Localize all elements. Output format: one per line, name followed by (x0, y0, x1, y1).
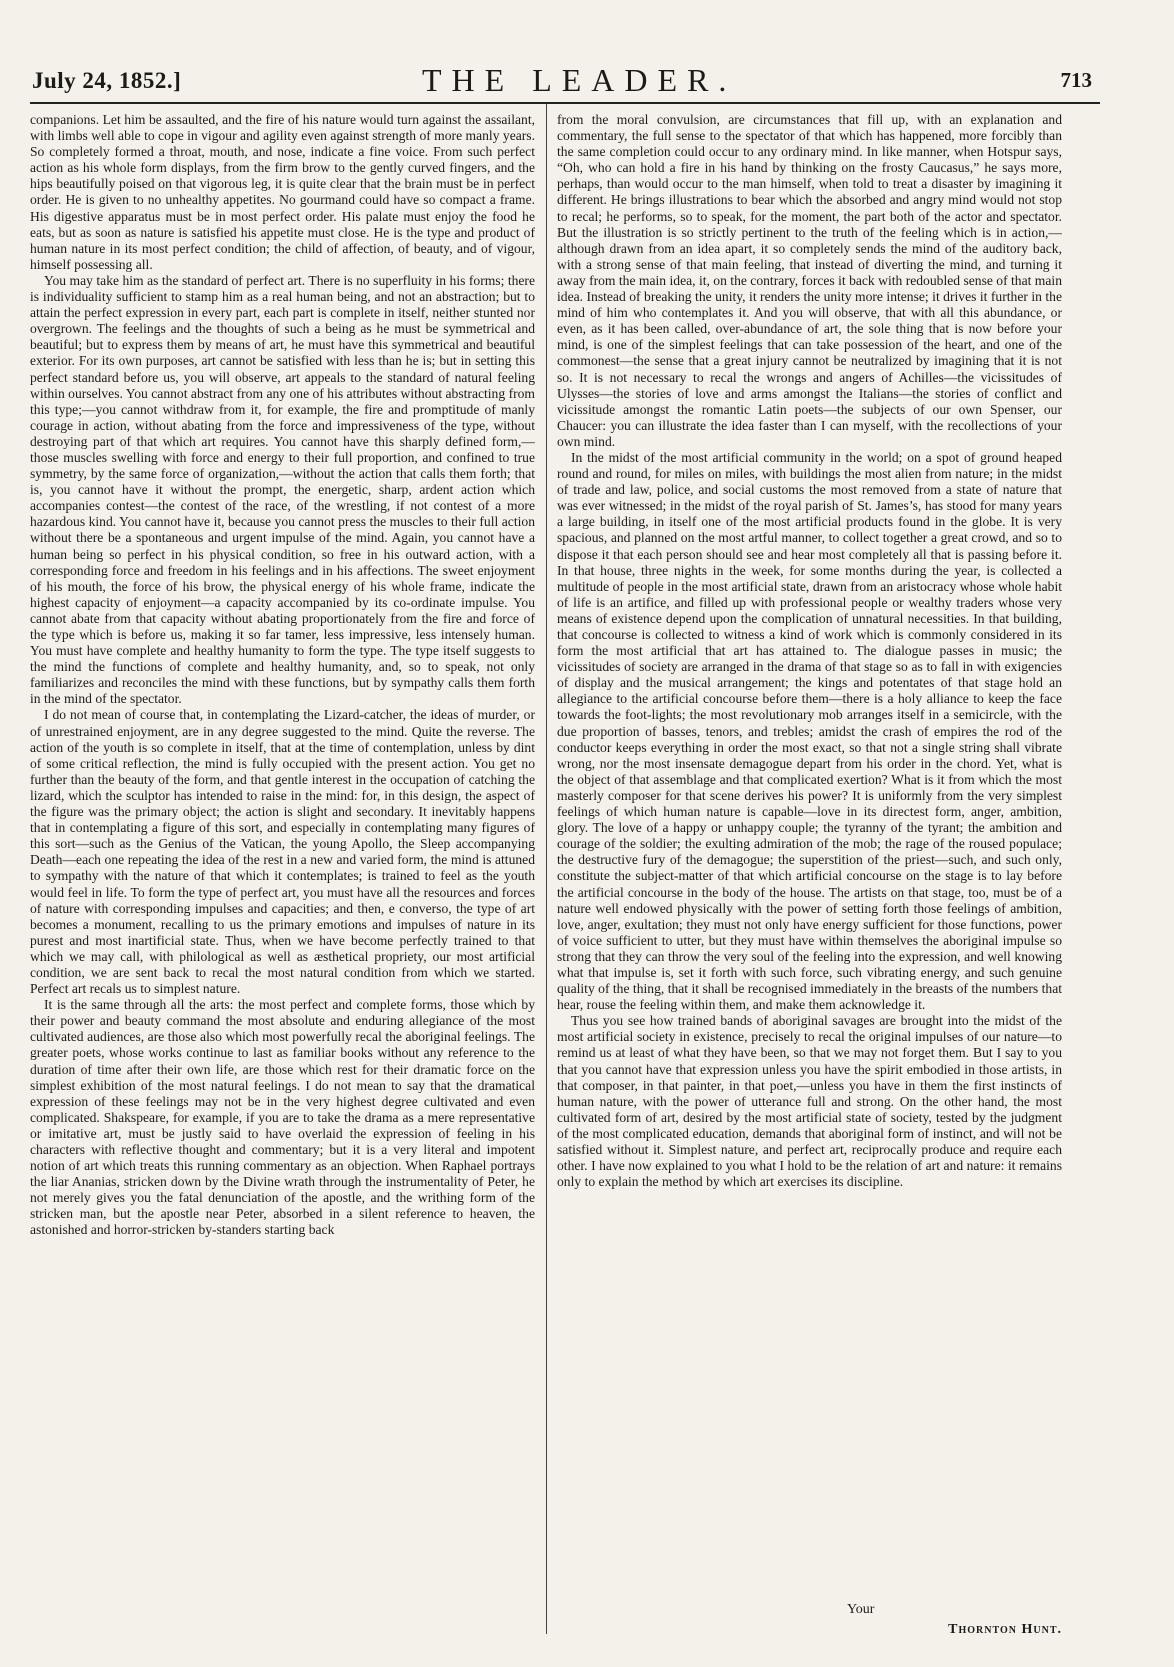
page-number: 713 (1060, 68, 1092, 92)
header-rule (30, 102, 1100, 104)
newspaper-title: THE LEADER. (422, 62, 737, 98)
paragraph: from the moral convulsion, are circumstances that fill up, with an explanation and commentary, the full sense to the spectator of that which has happened, more forcibly than the same completion could occur to any ordinary mind. In like manner, when Hotspur says, “Oh, who can hold a fire in his hand by thinking on the frosty Caucasus,” he says more, perhaps, than would occur to the man himself, when told to treat a disaster by imagining it different. He brings illustrations to bear which the absorbed and angry mind would not stop to recal; he performs, so to speak, for the moment, the part both of the actor and spectator. But the illustration is so strictly pertinent to the truth of the feeling which is in action,—although drawn from an idea apart, it so completely sends the mind of the auditory back, with a strong sense of that main feeling, that instead of diverting the mind, and turning it away from the main idea, it, on the contrary, forces it back with redoubled sense of that main idea. Instead of breaking the unity, it renders the unity more intense; it drives it further in the mind of him who contemplates it. And you will observe, that with all this abundance, or even, as it has been called, over-abundance of art, the sole thing that is now before your mind, is one of the simplest feelings that can take possession of the heart, and one of the commonest—the sense that a great injury cannot be neutralized by imagining that it is not so. It is not necessary to recal the wrongs and angers of Achilles—the vicissitudes of Ulysses—the stories of love and arms amongst the Italians—the stories of conflict and vicissitude amongst the romantic Latin poets—the subjects of our own Spenser, our Chaucer: you can illustrate the idea faster than I can myself, with the recollections of your own mind. (557, 112, 1062, 449)
column-divider (546, 104, 547, 1634)
left-column (30, 112, 535, 1602)
paragraph: It is the same through all the arts: the most perfect and complete forms, those which by their power and beauty command the most absolute and enduring allegiance of the most cultivated audiences, are those also which most powerfully recal the aboriginal feelings. The greater poets, whose works continue to last as familiar books without any reference to the duration of time after their own life, are those which rest for their dramatic force on the simplest exhibition of the most natural feelings. I do not mean to say that the dramatical expression of these feelings may not be in the very highest degree cultivated and even complicated. Shakspeare, for example, if you are to take the drama as a mere representative or imitative art, must be justly said to have overlaid the expression of feeling in his characters with reflective thought and commentary; but it is a very literal and impotent notion of art which treats this running commentary as an objection. When Raphael portrays the liar Ananias, stricken down by the Divine wrath through the instrumentality of Peter, he not merely gives you the fatal denunciation of the apostle, and the writhing form of the stricken man, but the apostle near Peter, absorbed in a silent reference to heaven, the astonished and horror-stricken by-standers starting back (30, 997, 535, 1238)
paragraph: In the midst of the most artificial community in the world; on a spot of ground heaped round and round, for miles on miles, with buildings the most alien from nature; in the midst of trade and law, police, and social customs the most removed from a state of nature that was ever witnessed; in the midst of the royal parish of St. James’s, has stood for many years a large building, in itself one of the most artificial products found in the globe. It is very spacious, and planned on the most artful manner, to collect together a great crowd, and so to dispose it that each person should see and hear most completely all that is passing before it. In that house, three nights in the week, for some months during the year, is collected a multitude of people in the most artificial state, drawn from an aristocracy whose whole habit of life is an artifice, and filled up with professional people or wealthy traders whose very means of existence depend upon the complication of unnatural necessities. In that building, that concourse is collected to witness a kind of work which is commonly considered in its form the most artificial that art has attained to. The dialogue passes in music; the vicissitudes of society are arranged in the drama of that stage so as to fall in with exigencies of display and the musical arrangement; the kings and potentates of that stage hold an allegiance to the artificial concourse before them—there is a holy alliance to keep the face towards the foot-lights; the most revolutionary mob arranges itself in a semicircle, with the due proportion of basses, tenors, and trebles; amidst the crash of empires the rod of the conductor keeps everything in order the most exact, so that not a single string shall vibrate wrong, nor the most insensate demagogue depart from his order in the chord. Yet, what is the object of that assemblage and that complicated exertion? What is it from which the most masterly composer for that scene derives his power? It is uniformly from the very simplest feelings of which human nature is capable—love in its directest form, anger, ambition, glory. The love of a happy or unhappy couple; the tyranny of the tyrant; the ambition and courage of the soldier; the exulting admiration of the mob; the rage of the roused populace; the destructive fury of the demagogue; the superstition of the priest—such, and such only, constitute the subject-matter of that which artificial concourse on the stage is to lay before the artificial concourse in the body of the house. The artists on that stage, too, must be of a nature well endowed physically with the power of setting forth those feelings of ambition, love, anger, exultation; they must not only have energy sufficient for those functions, power of voice sufficient to utter, but they must have within themselves the aboriginal impulse so strong that they can throw the very soul of the feeling into the expression, and well knowing what that impulse is, set it forth with such force, such vibrating energy, and such genuine quality of the thing, that it shall be recognised immediately in the breasts of the numbers that hear, rouse the feeling within them, and make them acknowledge it. (557, 449, 1062, 1013)
signoff (557, 1602, 1062, 1662)
paragraph: I do not mean of course that, in contemplating the Lizard-catcher, the ideas of murder, or of unrestrained enjoyment, are in any degree suggested to the mind. Quite the reverse. The action of the youth is so complete in itself, that at the time of contemplation, unless by dint of some critical reflection, the mind is fully occupied with the present action. You get no further than the beauty of the form, and that gentle interest in the occupation of catching the lizard, which the sculptor has intended to raise in the mind: for, in this design, the aspect of the figure was the primary object; the action is slight and secondary. It inevitably happens that in contemplating a figure of this sort, and especially in contemplating many figures of this sort—such as the Genius of the Vatican, the young Apollo, the Sleep accompanying Death—each one repeating the idea of the rest in a new and varied form, the mind is attuned to sympathy with the nature of that which it contemplates; is trained to feel as the youth would feel in life. To form the type of perfect art, you must have all the resources and forces of nature with corresponding impulses and capacities; and then, e converso, the type of art becomes a monument, recalling to us the primary emotions and impulses of nature in its purest and most inartificial state. Thus, when we have become perfectly trained to that which we may call, with philological as well as æsthetical propriety, our most artificial condition, we are sent back to recal the most natural condition from which we started. Perfect art recals us to simplest nature. (30, 707, 535, 997)
right-column (557, 112, 1062, 1602)
closing: Your (847, 1602, 875, 1617)
author-signature: Thornton Hunt. (948, 1622, 1062, 1637)
paragraph: companions. Let him be assaulted, and the fire of his nature would turn against the assailant, with limbs well able to cope in vigour and agility even against strength of more manly years. So completely formed a throat, mouth, and nose, indicate a fine voice. From such perfect action as his whole form displays, from the firm brow to the gently curved fingers, and the hips beautifully poised on that vigorous leg, it is quite clear that the brain must be in perfect order. He is given to no unhealthy appetites. No gourmand could have so compact a frame. His digestive apparatus must be in most perfect order. His palate must enjoy the food he eats, but as soon as nature is satisfied his appetite must close. He is the type and product of human nature in its most perfect condition; the child of affection, of beauty, and of vigour, himself possessing all. (30, 112, 535, 272)
paragraph: Thus you see how trained bands of aboriginal savages are brought into the midst of the most artificial society in existence, precisely to recal the original impulses of our nature—to remind us at least of what they have been, so that we may not forget them. But I say to you that you cannot have that expression unless you have the spirit embodied in those artists, in that composer, in that painter, in that poet,—unless you have in them the first instincts of human nature, with the power of utterance full and strong. On the other hand, the most cultivated form of art, desired by the most artificial state of society, tested by the judgment of the most complicated education, demands that aboriginal form of instinct, and will not be satisfied without it. Simplest nature, and perfect art, reciprocally produce and require each other. I have now explained to you what I hold to be the relation of art and nature: it remains only to explain the method by which art exercises its discipline. (557, 1013, 1062, 1190)
issue-date: July 24, 1852.] (32, 68, 182, 93)
masthead (32, 62, 1092, 102)
paragraph: You may take him as the standard of perfect art. There is no superfluity in his forms; there is individuality sufficient to stamp him as a real human being, and not an abstraction; but to attain the perfect expression in every part, each part is complete in itself, neither stunted nor overgrown. The feelings and the thoughts of such a being as he must be symmetrical and beautiful; but to express them by means of art, he must have this symmetrical and beautiful exterior. For its own purposes, art cannot be satisfied with less than he is; but in setting this perfect standard before us, you will observe, art appeals to the standard of natural feeling within ourselves. You cannot abstract from any one of his attributes without abstracting from this type;—you cannot withdraw from it, for example, the fire and promptitude of manly courage in action, without abating from the force and impressiveness of the type, without destroying part of that which art requires. You cannot have this sharply defined form,—those muscles swelling with force and energy to their full proportion, and confined to true symmetry, by the same force of organization,—without the action that calls them forth; that is, you cannot have it without the prompt, the energetic, sharp, ardent action which accompanies contest—the contest of the race, of the wrestling, if not contest of a more hazardous kind. You cannot have it, because you cannot press the muscles to their full action without there be a spontaneous and urgent impulse of the mind. Again, you cannot have a human being so perfect in his physical condition, so free in his outward action, with a corresponding force and freedom in his feelings and in his affections. The sweet enjoyment of his mouth, the force of his brow, the physical energy of his whole frame, indicate the highest capacity of enjoyment—a capacity accompanied by its co-ordinate impulse. You cannot abate from that capacity without abating proportionately from the fire and force of the type which is before us, making it so far tamer, less impressive, less intensely human. You must have complete and healthy humanity to form the type. The type itself suggests to the mind the functions of complete and healthy humanity, and, so to speak, not only familiarizes and reconciles the mind with these functions, but by sympathy calls them forth in the mind of the spectator. (30, 272, 535, 707)
